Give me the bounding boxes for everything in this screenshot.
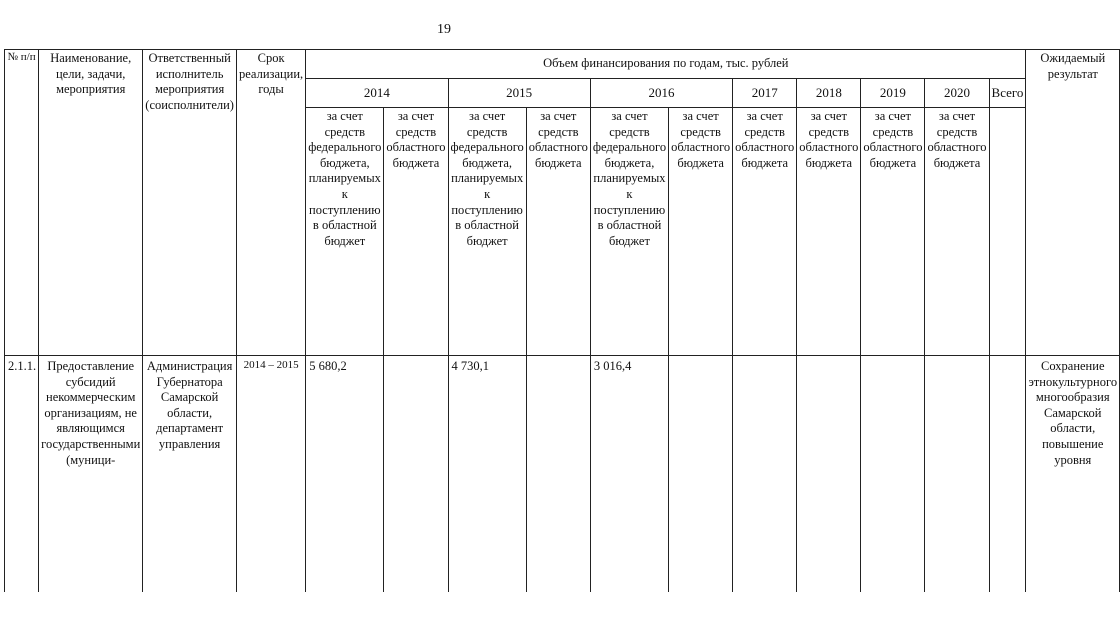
page-number: 19 [437,22,451,37]
source-2019-regional: за счет средств областного бюджета [861,108,925,356]
year-2016: 2016 [590,79,732,108]
source-2020-regional: за счет средств областного бюджета [925,108,989,356]
header-result: Ожидаемый результат [1026,50,1120,356]
value-2015-federal: 4 730,1 [448,356,526,592]
year-2015: 2015 [448,79,590,108]
row-term: 2014 – 2015 [236,356,305,592]
value-total [989,356,1026,592]
row-name: Предоставление субсидий некоммерческим организациям, не являющимся государственными (муници- [39,356,143,592]
value-2016-federal: 3 016,4 [590,356,668,592]
source-2015-regional: за счет средств областного бюджета [526,108,590,356]
source-2014-federal: за счет средств федерального бюджета, планируемых к поступлению в областной бюджет [306,108,384,356]
source-2017-regional: за счет средств областного бюджета [733,108,797,356]
value-2014-regional [384,356,448,592]
header-funding: Объем финансирования по годам, тыс. рублей [306,50,1026,79]
year-2014: 2014 [306,79,448,108]
source-2015-federal: за счет средств федерального бюджета, планируемых к поступлению в областной бюджет [448,108,526,356]
year-2017: 2017 [733,79,797,108]
source-2018-regional: за счет средств областного бюджета [797,108,861,356]
value-2020 [925,356,989,592]
value-2014-federal: 5 680,2 [306,356,384,592]
year-2020: 2020 [925,79,989,108]
header-num: № п/п [5,50,39,356]
value-2017 [733,356,797,592]
value-2018 [797,356,861,592]
value-2016-regional [669,356,733,592]
source-2014-regional: за счет средств областного бюджета [384,108,448,356]
row-responsible: Администрация Губернатора Самарской области, департамент управления [143,356,237,592]
row-number: 2.1.1. [5,356,39,592]
year-total: Всего [989,79,1026,108]
year-2019: 2019 [861,79,925,108]
value-2015-regional [526,356,590,592]
total-cell [989,108,1026,356]
header-name: Наименование, цели, задачи, мероприятия [39,50,143,356]
header-responsible: Ответственный исполнитель мероприятия (соисполнители) [143,50,237,356]
header-term: Срок реализации, годы [236,50,305,356]
program-table [4,49,1120,592]
value-2019 [861,356,925,592]
source-2016-federal: за счет средств федерального бюджета, планируемых к поступлению в областной бюджет [590,108,668,356]
year-2018: 2018 [797,79,861,108]
row-result: Сохранение этнокультурного многообразия Самарской области, повышение уровня [1026,356,1120,592]
source-2016-regional: за счет средств областного бюджета [669,108,733,356]
